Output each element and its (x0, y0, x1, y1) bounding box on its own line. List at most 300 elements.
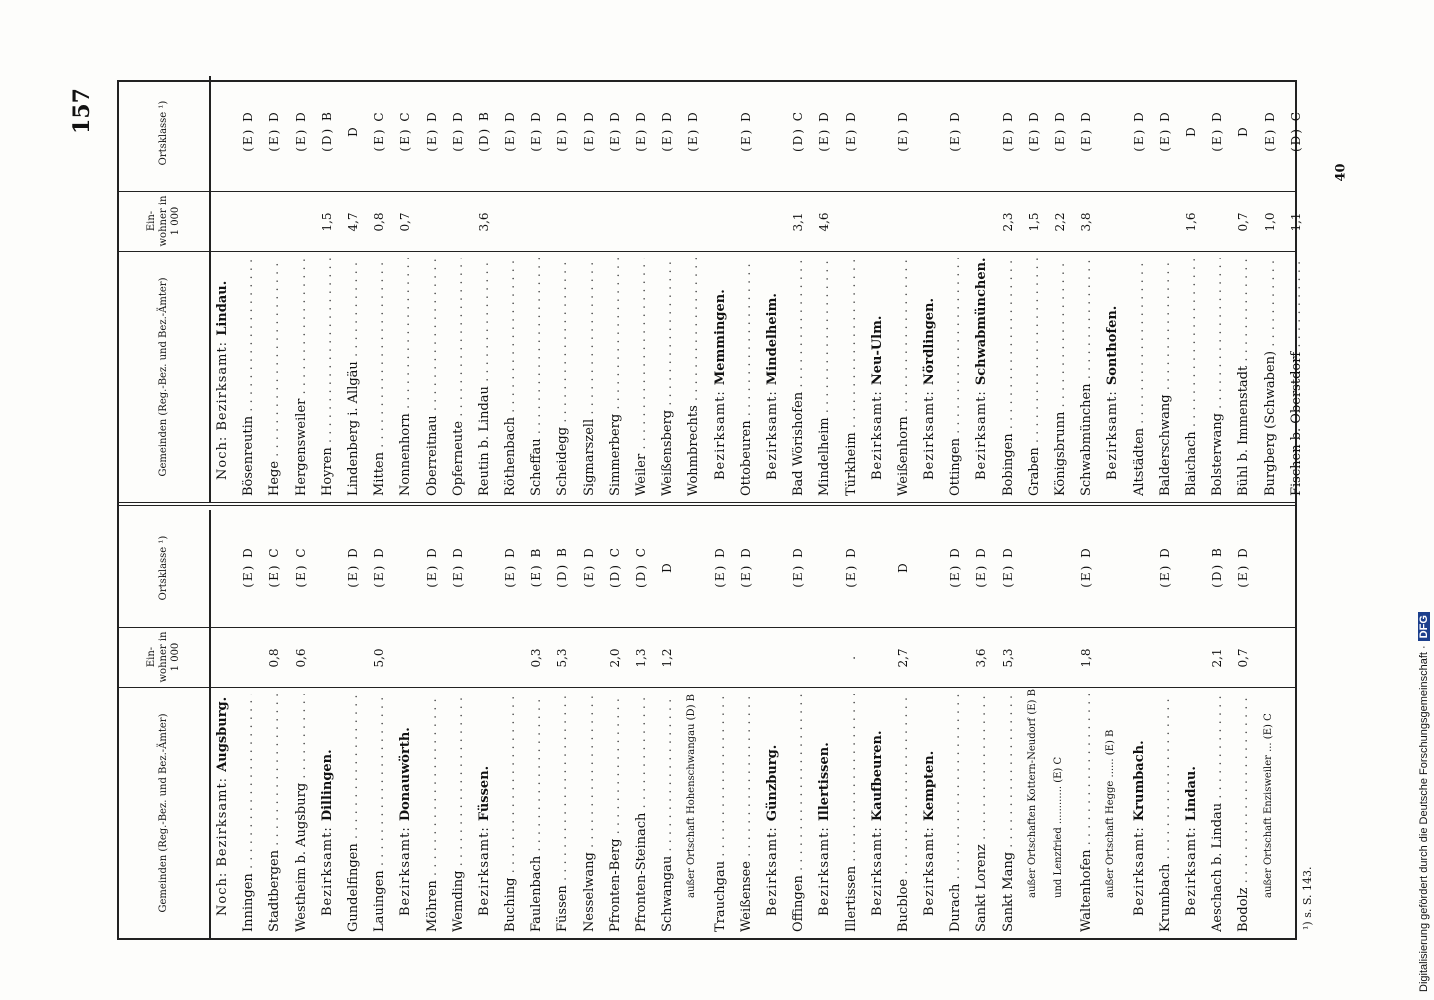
population-cell: 4,7 (345, 212, 360, 232)
ortsklasse-cell: (E) D (241, 110, 256, 152)
ortsklasse-cell: (E) D (1131, 110, 1146, 152)
header-einwohner: Ein- wohner in 1 000 (119, 191, 209, 252)
table-row (578, 76, 604, 502)
table-row (421, 76, 447, 502)
table-row (447, 510, 473, 938)
municipality-name: Stadtbergen . . . (267, 694, 282, 932)
ortsklasse-cell: (E) D (974, 546, 989, 588)
table-row (1206, 510, 1232, 938)
district-label (922, 242, 937, 480)
table-row (709, 510, 735, 938)
ortsklasse-cell: (E) D (1079, 110, 1094, 152)
table-row (290, 510, 316, 938)
municipality-name: außer Ortschaft Hohenschwangau (D) B (686, 694, 698, 898)
district-label (713, 242, 728, 480)
district-prefix: Bezirksamt: (398, 826, 414, 916)
municipality-name: Bolsterwang . . . (1210, 258, 1225, 496)
municipality-name: Wemding . . . (451, 694, 466, 932)
district-name: Sonthofen. (1105, 305, 1121, 386)
population-cell: 1,1 (1288, 212, 1303, 232)
district-name: Augsburg. (215, 696, 230, 772)
ortsklasse-cell: (D) B (319, 110, 334, 152)
population-cell: 0,6 (293, 648, 308, 668)
table-row (1049, 76, 1075, 502)
table-row (604, 510, 630, 938)
ortsklasse-cell: (E) D (1000, 110, 1015, 152)
right-column-table (119, 76, 1304, 506)
district-name: Lindau. (215, 280, 230, 336)
district-heading (211, 76, 237, 502)
population-cell: 0,8 (372, 212, 387, 232)
district-prefix: Bezirksamt: (764, 826, 780, 916)
table-row (1023, 76, 1049, 502)
table-row (735, 510, 761, 938)
district-prefix: Bezirksamt: (476, 826, 492, 916)
district-name: Donauwörth. (398, 727, 414, 822)
municipality-name: Reutin b. Lindau . . . (477, 258, 492, 496)
ortsklasse-cell: (D) C (791, 110, 806, 152)
page-number: 157 (69, 88, 95, 134)
table-row (237, 510, 263, 938)
district-prefix: Bezirksamt: (922, 390, 938, 480)
table-row (997, 510, 1023, 938)
municipality-name: außer Ortschaften Kottern-Neudorf (E) B (1026, 689, 1038, 898)
district-label (765, 678, 780, 916)
district-label (974, 242, 989, 480)
population-cell: 2,3 (1000, 212, 1015, 232)
municipality-name: Weißensberg . . . (660, 258, 675, 496)
table-row (368, 76, 394, 502)
ortsklasse-cell: (E) D (1079, 546, 1094, 588)
municipality-name: Buching . . . (503, 694, 518, 932)
ortsklasse-cell: (E) D (581, 110, 596, 152)
header-einwohner: Ein- wohner in 1 000 (119, 627, 209, 688)
district-label (477, 678, 492, 916)
table-row (499, 510, 525, 938)
right-table-body (211, 76, 1311, 502)
municipality-name: Bad Wörishofen . . . (791, 258, 806, 496)
table-row (290, 76, 316, 502)
ortsklasse-cell: (E) D (791, 546, 806, 588)
municipality-name: Scheffau . . . (529, 258, 544, 496)
district-name: Memmingen. (712, 289, 728, 386)
municipality-name: außer Ortschaft Enzisweiler ... (E) C (1262, 713, 1274, 898)
ortsklasse-cell: (E) C (398, 110, 413, 152)
ortsklasse-cell: (E) D (450, 110, 465, 152)
table-row (1285, 76, 1311, 502)
district-prefix: Bezirksamt: (1131, 826, 1147, 916)
municipality-name: Ottobeuren . . . (739, 258, 754, 496)
table-row (944, 510, 970, 938)
population-cell: 3,8 (1079, 212, 1094, 232)
district-label (765, 242, 780, 480)
ortsklasse-cell: (E) D (529, 110, 544, 152)
ortsklasse-cell: (E) C (372, 110, 387, 152)
population-cell: 1,6 (1183, 212, 1198, 232)
district-heading (866, 510, 892, 938)
municipality-name: Weiler . . . (634, 258, 649, 496)
population-cell: 4,6 (817, 212, 832, 232)
ortsklasse-cell: (E) D (1026, 110, 1041, 152)
ortsklasse-cell: (E) D (424, 546, 439, 588)
municipality-name: Simmerberg . . . (608, 258, 623, 496)
table-row (1259, 76, 1285, 502)
population-cell: 3,6 (974, 648, 989, 668)
municipality-name: Graben . . . (1027, 258, 1042, 496)
population-cell: 1,5 (319, 212, 334, 232)
population-cell: 5,3 (1000, 648, 1015, 668)
district-prefix: Bezirksamt: (764, 390, 780, 480)
population-cell: 0,7 (1236, 212, 1251, 232)
district-heading (970, 76, 996, 502)
table-row (1128, 76, 1154, 502)
municipality-name: Schwabmünchen . . . (1079, 258, 1094, 496)
municipality-name: Sankt Lorenz . . . (974, 694, 989, 932)
district-label (817, 678, 832, 916)
district-heading (866, 76, 892, 502)
population-cell: 0,8 (267, 648, 282, 668)
ortsklasse-cell: (D) C (634, 546, 648, 588)
header-ortsklasse: Ortsklasse ¹) (119, 509, 209, 628)
municipality-name: und Lenzfried ............ (E) C (1053, 756, 1064, 898)
ortsklasse-cell: D (1183, 125, 1198, 137)
district-prefix: Noch: Bezirksamt: (215, 776, 230, 916)
ortsklasse-cell: D (660, 561, 675, 573)
ortsklasse-cell: (E) D (345, 546, 360, 588)
district-prefix: Bezirksamt: (319, 826, 335, 916)
district-heading (761, 510, 787, 938)
footnote: ¹) s. S. 143. (1301, 866, 1314, 930)
ortsklasse-cell: (E) D (817, 110, 832, 152)
district-heading (1128, 510, 1154, 938)
ortsklasse-cell: (E) D (738, 110, 753, 152)
district-name: Krumbach. (1131, 740, 1147, 822)
population-cell: 0,7 (398, 212, 413, 232)
ortsklasse-cell: (E) D (267, 110, 282, 152)
ortsklasse-cell: (E) D (503, 110, 518, 152)
municipality-name: Türkheim . . . (844, 258, 859, 496)
table-row (840, 76, 866, 502)
municipality-name: Lindenberg i. Allgäu . . . (346, 258, 361, 496)
table-row (604, 76, 630, 502)
district-prefix: Bezirksamt: (974, 390, 990, 480)
district-heading (473, 510, 499, 938)
municipality-name: Sigmarszell . . . (582, 258, 597, 496)
municipality-name: Weißenhorn . . . (896, 258, 911, 496)
ortsklasse-cell: (E) D (660, 110, 675, 152)
ortsklasse-cell: (E) C (267, 546, 282, 588)
table-row (1232, 76, 1258, 502)
district-heading (761, 76, 787, 502)
ortsklasse-cell: D (895, 561, 910, 573)
ortsklasse-cell: (E) D (1157, 546, 1172, 588)
table-row (892, 76, 918, 502)
table-row (473, 76, 499, 502)
table-row (892, 510, 918, 938)
ortsklasse-cell: (E) D (686, 110, 701, 152)
ortsklasse-cell: (E) D (634, 110, 648, 152)
table-row (421, 510, 447, 938)
municipality-name: Nonnenhorn . . . (398, 258, 413, 496)
population-cell: 1,0 (1262, 212, 1277, 232)
ortsklasse-cell: (E) D (293, 110, 308, 152)
dfg-logo: DFG (1418, 612, 1430, 641)
municipality-name: Opferneute . . . (451, 258, 466, 496)
population-cell: 0,3 (529, 648, 544, 668)
ortsklasse-cell: (E) D (948, 546, 963, 588)
district-heading (1180, 510, 1206, 938)
center-page-number: 40 (1333, 163, 1349, 182)
population-cell: 5,3 (555, 648, 570, 668)
table-row (813, 76, 839, 502)
district-heading (813, 510, 839, 938)
table-row (682, 510, 708, 938)
municipality-name: Bodolz . . . (1236, 694, 1251, 932)
table-row (1154, 510, 1180, 938)
table-header (119, 510, 211, 938)
population-cell: 3,6 (476, 212, 491, 232)
ortsklasse-cell: D (1236, 125, 1251, 137)
district-label (398, 678, 413, 916)
district-label (1132, 678, 1147, 916)
table-row (551, 510, 577, 938)
table-row (237, 76, 263, 502)
table-header (119, 76, 211, 502)
district-prefix: Bezirksamt: (712, 390, 728, 480)
district-prefix: Bezirksamt: (1105, 390, 1121, 480)
district-name: Kaufbeuren. (869, 730, 885, 822)
municipality-name: Nesselwang . . . (582, 694, 597, 932)
ortsklasse-cell: (E) D (503, 546, 518, 588)
table-row (342, 510, 368, 938)
district-heading (918, 510, 944, 938)
municipality-name: Schwangau . . . (660, 694, 675, 932)
table-row (1180, 76, 1206, 502)
table-row (630, 510, 656, 938)
municipality-name: Mindelheim . . . (817, 258, 832, 496)
district-heading (918, 76, 944, 502)
table-row (525, 510, 551, 938)
district-name: Dillingen. (319, 749, 335, 822)
digitization-credit (1418, 612, 1430, 992)
left-table-body (211, 510, 1285, 938)
municipality-name: Burgberg (Schwaben) . . . (1263, 258, 1278, 496)
municipality-name: außer Ortschaft Hegge ...... (E) B (1105, 729, 1117, 898)
municipality-name: Illertissen . . . (844, 694, 859, 932)
table-row (970, 510, 996, 938)
table-row (656, 510, 682, 938)
municipality-name: Möhren . . . (425, 694, 440, 932)
table-row (368, 510, 394, 938)
table-row (394, 76, 420, 502)
table-row (551, 76, 577, 502)
ortsklasse-cell: (E) D (1210, 110, 1225, 152)
population-cell: 2,7 (895, 648, 910, 668)
population-cell: 0,7 (1236, 648, 1251, 668)
left-column-table (119, 510, 1295, 938)
district-label (870, 242, 885, 480)
table-row (840, 510, 866, 938)
ortsklasse-cell: (E) D (1262, 110, 1277, 152)
district-label (922, 678, 937, 916)
population-cell: 1,8 (1079, 648, 1094, 668)
ortsklasse-cell: (E) D (450, 546, 465, 588)
table-row (1259, 510, 1285, 938)
municipality-name: Wohmbrechts . . . (686, 258, 701, 496)
ortsklasse-cell: (D) C (607, 546, 622, 588)
municipality-name: Pfronten-Steinach . . . (634, 694, 649, 932)
ortsklasse-cell: (E) B (529, 546, 544, 588)
municipality-name: Trauchgau . . . (713, 694, 728, 932)
ortsklasse-cell: (D) B (555, 546, 570, 588)
table-row (578, 510, 604, 938)
ortsklasse-cell: (E) D (607, 110, 622, 152)
ortsklasse-cell: (D) B (1210, 546, 1225, 588)
population-cell: 2,0 (607, 648, 622, 668)
ortsklasse-cell: (E) D (843, 110, 858, 152)
district-label (1105, 242, 1120, 480)
municipality-name: Hoyren . . . (320, 258, 335, 496)
municipality-name: Faulenbach . . . (529, 694, 544, 932)
district-heading (709, 76, 735, 502)
table-row (499, 76, 525, 502)
municipality-name: Westheim b. Augsburg . . . (294, 694, 309, 932)
municipality-name: Oberreitnau . . . (425, 258, 440, 496)
rotated-page (69, 80, 1314, 940)
municipality-name: Öttingen . . . (948, 258, 963, 496)
municipality-name: Bühl b. Immenstadt . . . (1236, 258, 1251, 496)
district-heading (394, 510, 420, 938)
municipality-name: Bobingen . . . (1001, 258, 1016, 496)
table-row (263, 510, 289, 938)
population-cell: . (843, 656, 858, 660)
table-row (525, 76, 551, 502)
table-row (1075, 510, 1101, 938)
district-prefix: Noch: Bezirksamt: (215, 340, 230, 480)
district-label (870, 678, 885, 916)
ortsklasse-cell: (E) C (293, 546, 308, 588)
table-row (1101, 510, 1127, 938)
district-label (215, 678, 230, 916)
municipality-name: Sankt Mang . . . (1001, 694, 1016, 932)
municipality-name: Mitten . . . (372, 258, 387, 496)
population-cell: 1,5 (1026, 212, 1041, 232)
municipality-name: Hergensweiler . . . (294, 258, 309, 496)
table-row (997, 76, 1023, 502)
municipality-name: Offingen . . . (791, 694, 806, 932)
municipality-name: Durach . . . (948, 694, 963, 932)
municipality-name: Waltenhofen . . . (1079, 694, 1094, 932)
ortsklasse-cell: (E) D (1000, 546, 1015, 588)
district-name: Füssen. (476, 765, 492, 822)
municipality-name: Gundelfingen . . . (346, 694, 361, 932)
ortsklasse-cell: (E) D (712, 546, 727, 588)
table-frame (117, 80, 1304, 940)
population-cell: 1,3 (634, 648, 648, 668)
table-row (944, 76, 970, 502)
municipality-name: Bucbloe . . . (896, 694, 911, 932)
ortsklasse-cell: (E) D (555, 110, 570, 152)
district-prefix: Bezirksamt: (817, 826, 833, 916)
ortsklasse-cell: (E) D (581, 546, 596, 588)
municipality-name: Krumbach . . . (1158, 694, 1173, 932)
population-cell: 2,1 (1210, 648, 1225, 668)
district-label (1184, 678, 1199, 916)
district-name: Nördlingen. (922, 297, 938, 386)
header-gemeinden: Gemeinden (Reg.-Bez. und Bez.-Ämter) (158, 713, 169, 913)
municipality-name: Lauingen . . . (372, 694, 387, 932)
table-row (263, 76, 289, 502)
municipality-name: Bösenreutin . . . (241, 258, 256, 496)
table-row (1154, 76, 1180, 502)
municipality-name: Hege . . . (267, 258, 282, 496)
district-name: Neu-Ulm. (869, 315, 885, 386)
population-cell: 5,0 (372, 648, 387, 668)
ortsklasse-cell: (E) D (738, 546, 753, 588)
table-row (1075, 76, 1101, 502)
municipality-name: Weißensee . . . (739, 694, 754, 932)
municipality-name: Füssen . . . (555, 694, 570, 932)
table-row (447, 76, 473, 502)
table-row (1206, 76, 1232, 502)
municipality-name: Scheidegg . . . (555, 258, 570, 496)
municipality-name: Aeschach b. Lindau . . . (1210, 694, 1225, 932)
district-label (215, 242, 230, 480)
ortsklasse-cell: (D) C (1288, 110, 1303, 152)
municipality-name: Balderschwang . . . (1158, 258, 1173, 496)
ortsklasse-cell: (E) D (1053, 110, 1067, 152)
credit-text: Digitalisierung gefördert durch die Deutsche Forschungsgemeinschaft · (1418, 645, 1430, 992)
population-cell: 3,1 (791, 212, 806, 232)
table-row (630, 76, 656, 502)
ortsklasse-cell: (D) B (476, 110, 491, 152)
district-name: Illertissen. (817, 742, 833, 822)
header-ortsklasse: Ortsklasse ¹) (119, 75, 209, 192)
municipality-name: Blaichach . . . (1184, 258, 1199, 496)
ortsklasse-cell: (E) D (895, 110, 910, 152)
table-row (1049, 510, 1075, 938)
table-row (656, 76, 682, 502)
population-cell: 1,2 (660, 648, 675, 668)
district-name: Lindau. (1183, 766, 1199, 822)
municipality-name: Fischen b. Oberstdorf . . . (1289, 258, 1304, 496)
district-prefix: Bezirksamt: (869, 826, 885, 916)
municipality-name: Königsbrunn . . . (1053, 258, 1068, 496)
ortsklasse-cell: (E) D (241, 546, 256, 588)
ortsklasse-cell: (E) D (843, 546, 858, 588)
district-prefix: Bezirksamt: (1183, 826, 1199, 916)
header-gemeinden: Gemeinden (Reg.-Bez. und Bez.-Ämter) (158, 277, 169, 477)
municipality-name: Pfronten-Berg . . . (608, 694, 623, 932)
ortsklasse-cell: D (345, 125, 360, 137)
table-row (787, 510, 813, 938)
district-name: Mindelheim. (764, 293, 780, 386)
district-name: Günzburg. (764, 744, 780, 822)
municipality-name: Inningen . . . (241, 694, 256, 932)
district-heading (1101, 76, 1127, 502)
district-prefix: Bezirksamt: (922, 826, 938, 916)
table-row (787, 76, 813, 502)
municipality-name: Altstädten . . . (1132, 258, 1147, 496)
district-heading (211, 510, 237, 938)
ortsklasse-cell: (E) D (948, 110, 963, 152)
district-name: Kempten. (922, 750, 938, 822)
ortsklasse-cell: (E) D (424, 110, 439, 152)
ortsklasse-cell: (E) D (1236, 546, 1251, 588)
table-row (735, 76, 761, 502)
district-label (320, 678, 335, 916)
municipality-name: Röthenbach . . . (503, 258, 518, 496)
